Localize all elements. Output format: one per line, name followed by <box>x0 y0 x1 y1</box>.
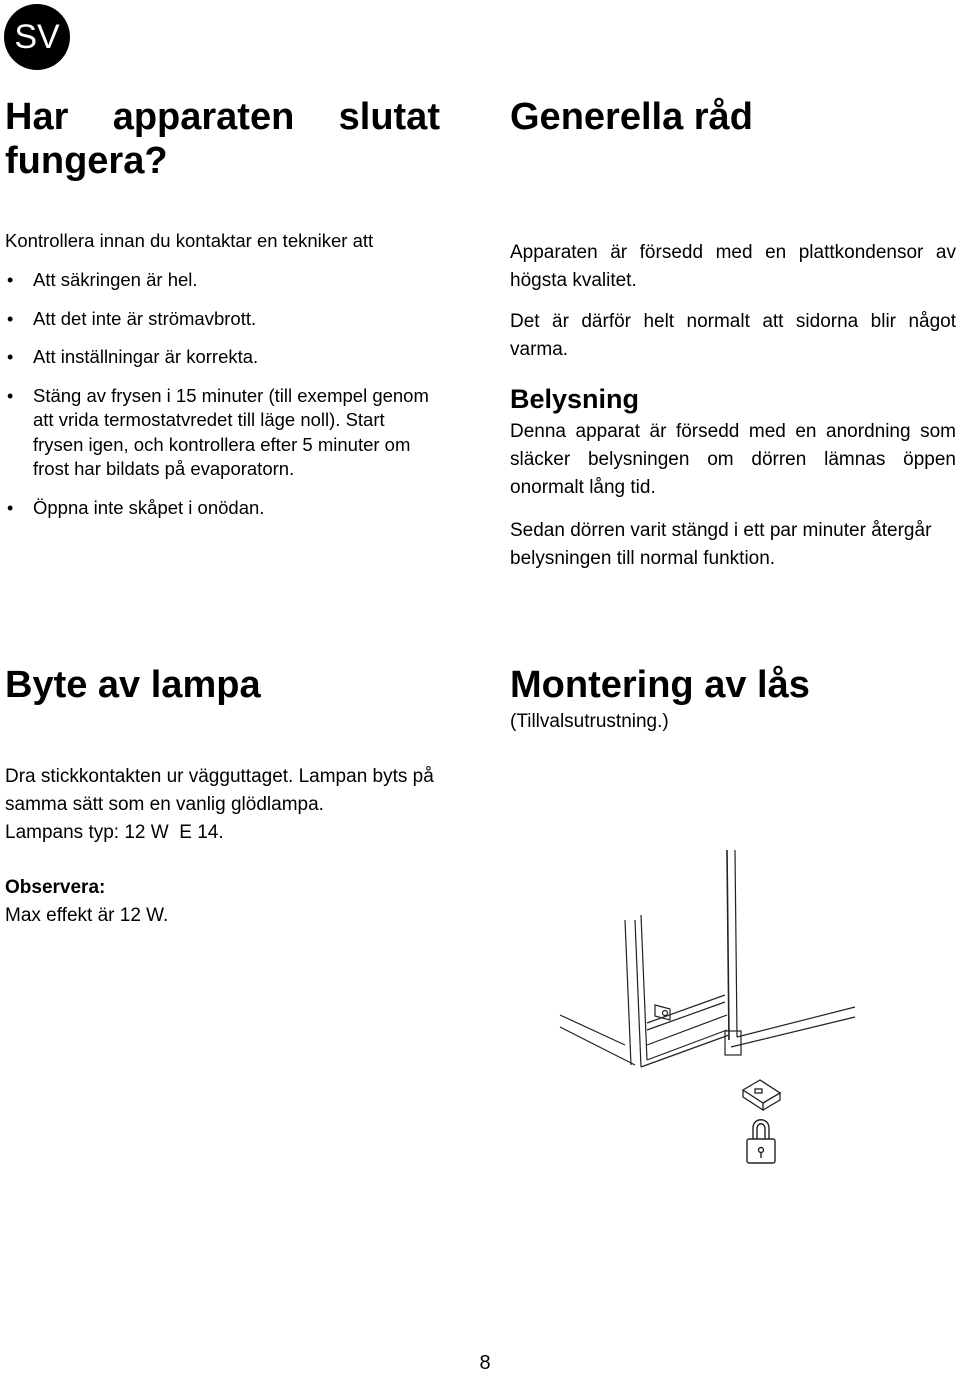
lock-plate <box>743 1080 780 1110</box>
belysning-paragraph: Denna apparat är försedd med en anordning som släcker belysningen om dörren lämnas öppen onormalt lång tid. <box>510 421 956 498</box>
checklist-item: • Öppna inte skåpet i onödan. <box>5 496 465 521</box>
lamp-paragraph: Dra stickkontakten ur vägguttaget. Lampan byts på samma sätt som en vanlig glödlampa. <box>5 766 434 815</box>
belysning-title: Belysning <box>510 384 640 414</box>
general-advice-title: Generella råd <box>510 96 753 138</box>
padlock-icon <box>747 1120 775 1163</box>
title-word: slutat <box>338 96 440 138</box>
lamp-type: Lampans typ: 12 W E 14. <box>5 822 224 843</box>
note-text: Max effekt är 12 W. <box>5 905 169 926</box>
language-badge: SV <box>4 4 70 70</box>
title-word: Har <box>5 96 69 138</box>
lamp-title: Byte av lampa <box>5 664 261 706</box>
title-word: fungera? <box>5 140 168 182</box>
checklist-item: • Att säkringen är hel. <box>5 268 465 293</box>
advice-paragraph: Apparaten är försedd med en plattkondensor av högsta kvalitet. <box>510 242 956 291</box>
advice-paragraph: Det är därför helt normalt att sidorna blir något varma. <box>510 311 956 360</box>
checklist-item: • Stäng av frysen i 15 minuter (till exempel genom att vrida termostatvredet till läge noll). Start frysen igen, och kontrollera efter 5 minuter om frost har bildats på evaporatorn. <box>5 384 431 482</box>
page-number: 8 <box>479 1352 491 1374</box>
troubleshoot-title <box>5 95 440 183</box>
checklist-item: • Att det inte är strömavbrott. <box>5 307 465 332</box>
lock-installation-illustration <box>555 845 870 1175</box>
title-word: apparaten <box>112 96 295 138</box>
belysning-paragraph: Sedan dörren varit stängd i ett par minuter återgår belysningen till normal funktion. <box>510 520 932 569</box>
lock-title: Montering av lås <box>510 664 810 706</box>
lock-subtitle: (Tillvalsutrustning.) <box>510 711 669 732</box>
note-label: Observera: <box>5 877 106 898</box>
troubleshoot-intro: Kontrollera innan du kontaktar en tekniker att <box>5 230 374 251</box>
checklist-item: • Att inställningar är korrekta. <box>5 345 465 370</box>
checklist <box>5 268 465 520</box>
